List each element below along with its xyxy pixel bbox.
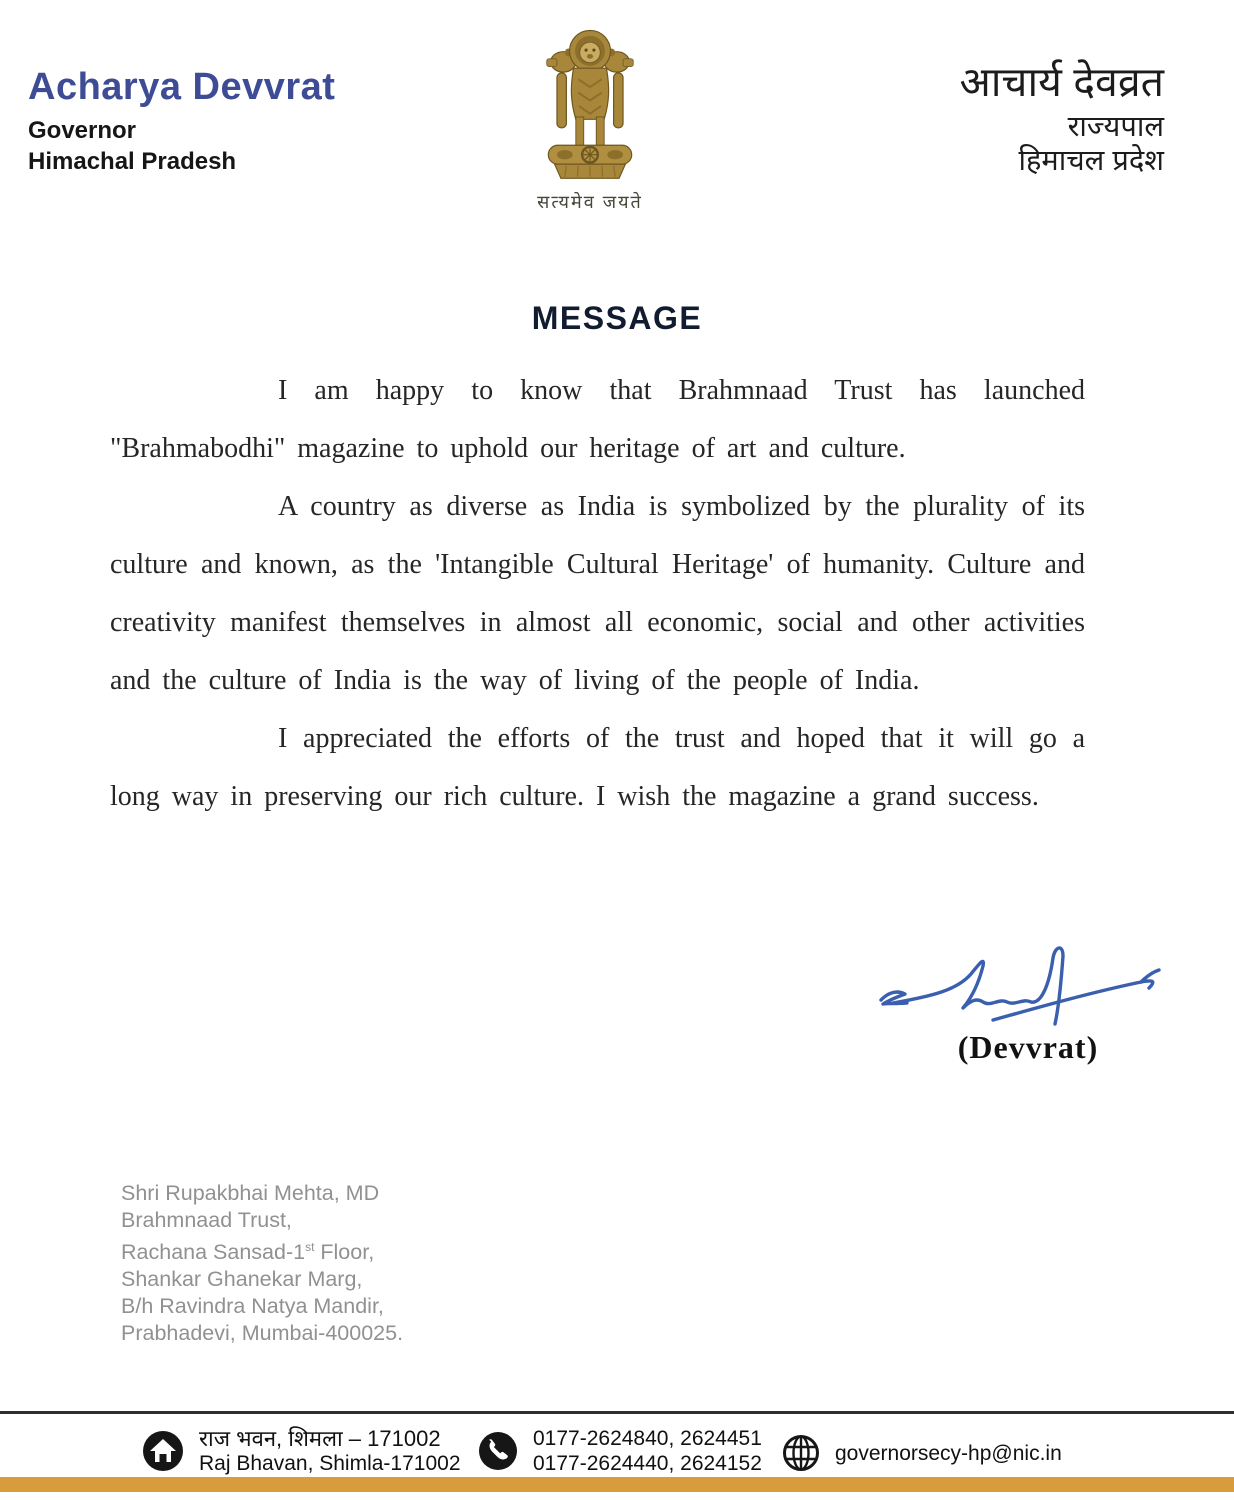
footer-address-hindi: राज भवन, शिमला – 171002 (199, 1426, 441, 1451)
letterhead-left (28, 66, 335, 176)
letterhead-right (960, 58, 1164, 178)
signature-block (868, 940, 1188, 1066)
governor-region-hi: हिमाचल प्रदेश (1018, 145, 1164, 177)
governor-name-hi: आचार्य देवव्रत (959, 59, 1164, 105)
governor-name-en: Acharya Devvrat (28, 66, 336, 108)
message-paragraph-3: I appreciated the efforts of the trust and hoped that it will go a long way in preserving our rich culture. I wish the magazine a grand success. (110, 723, 1085, 812)
emblem-motto: सत्यमेव जयते (537, 192, 643, 212)
footer-address-english: Raj Bhavan, Shimla-171002 (199, 1452, 461, 1475)
ashoka-lion-capital-icon (531, 18, 649, 186)
phone-icon (478, 1431, 518, 1471)
message-body (110, 362, 1085, 826)
governor-title-hi: राज्यपाल (1067, 111, 1164, 143)
message-paragraph-1: I am happy to know that Brahmnaad Trust has launched "Brahmabodhi" magazine to uphold our heritage of art and culture. (110, 375, 1085, 464)
signature-printed-name: (Devvrat) (957, 1029, 1099, 1065)
footer-email-text: governorsecy-hp@nic.in (835, 1441, 1062, 1465)
governor-title-en: Governor (28, 117, 137, 144)
addressee-line: Shankar Ghanekar Marg, (121, 1267, 363, 1292)
footer-address (142, 1426, 461, 1476)
governor-region-en: Himachal Pradesh (28, 148, 237, 175)
footer-divider-line (0, 1411, 1234, 1414)
footer-gold-bar (0, 1477, 1234, 1492)
footer (0, 1420, 1234, 1476)
message-heading: MESSAGE (531, 300, 703, 336)
footer-phone-line2: 0177-2624440, 2624152 (533, 1452, 762, 1475)
addressee-line: Rachana Sansad-1st Floor, (121, 1240, 375, 1265)
footer-email (782, 1434, 1062, 1472)
message-paragraph-2: A country as diverse as India is symbolized by the plurality of its culture and known, as the 'Intangible Cultural Heritage' of humanity. Culture and creativity manifest themselves in almost all economic, social and other activities and the culture of India is the way of living of the people of India. (110, 491, 1085, 696)
addressee-block (121, 1180, 403, 1347)
national-emblem (505, 18, 675, 214)
addressee-line: B/h Ravindra Natya Mandir, (121, 1294, 384, 1319)
globe-icon (782, 1434, 820, 1472)
handwritten-signature (873, 940, 1183, 1032)
footer-phone-line1: 0177-2624840, 2624451 (533, 1427, 762, 1450)
addressee-line: Brahmnaad Trust, (121, 1208, 292, 1232)
addressee-line: Shri Rupakbhai Mehta, MD (121, 1181, 380, 1205)
home-icon (142, 1430, 184, 1472)
footer-phone (478, 1426, 762, 1476)
addressee-line: Prabhadevi, Mumbai-400025. (121, 1321, 404, 1346)
